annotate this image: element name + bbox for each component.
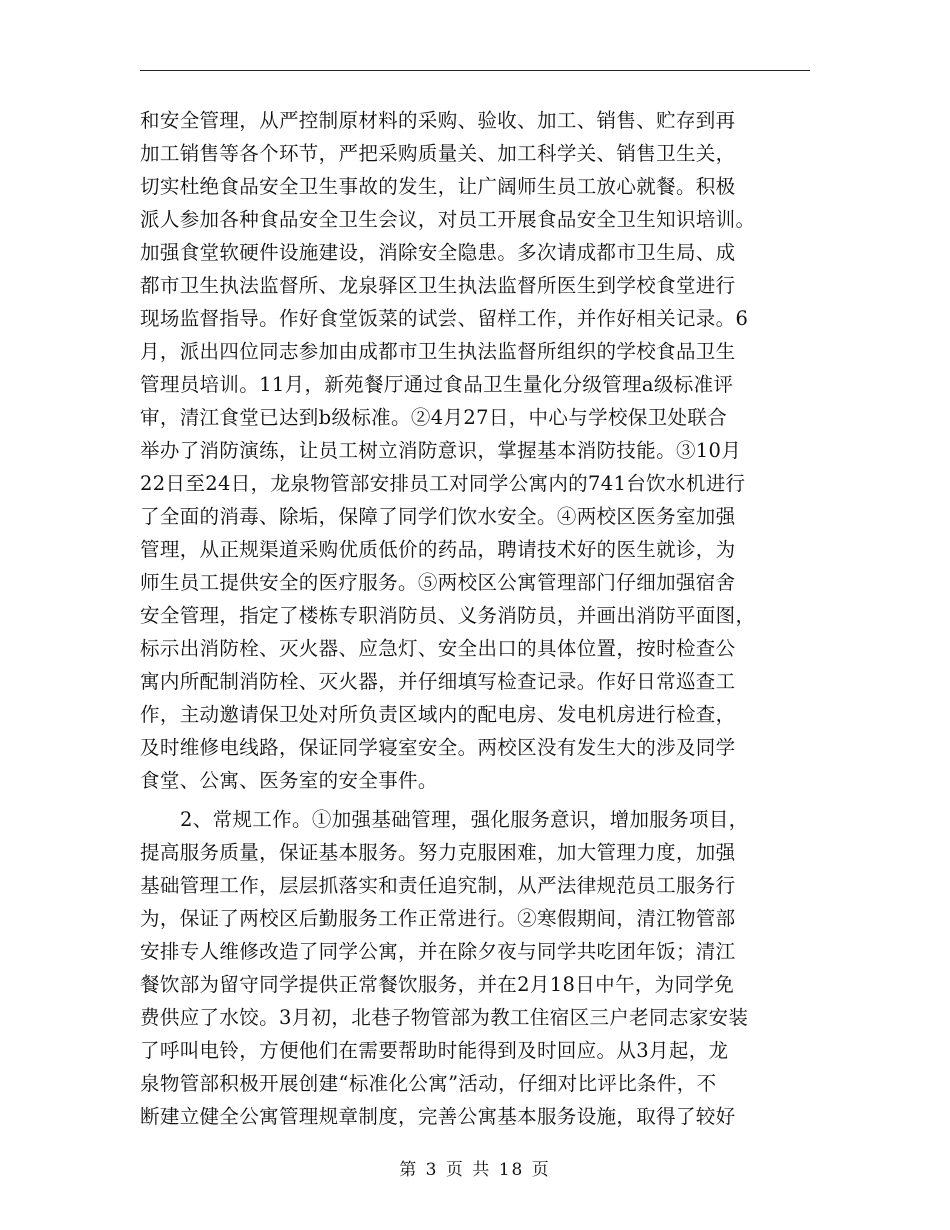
text-line: 安排专人维修改造了同学公寓，并在除夕夜与同学共吃团年饭；清江	[140, 940, 736, 963]
text-line: 切实杜绝食品安全卫生事故的发生，让广阔师生员工放心就餐。积极	[140, 175, 736, 198]
text-line: 举办了消防演练，让员工树立消防意识，掌握基本消防技能。③10月	[140, 439, 742, 462]
text-line: 费供应了水饺。3月初，北巷子物管部为教工住宿区三户老同志家安装	[140, 1006, 749, 1029]
text-line: 审，清江食堂已达到b级标准。②4月27日，中心与学校保卫处联合	[140, 406, 728, 429]
text-line: 餐饮部为留守同学提供正常餐饮服务，并在2月18日中午，为同学免	[140, 973, 735, 996]
text-line: 标示出消防栓、灭火器、应急灯、安全出口的具体位置，按时检查公	[140, 637, 736, 660]
text-line: 都市卫生执法监督所、龙泉驿区卫生执法监督所医生到学校食堂进行	[140, 274, 736, 297]
paragraph-2	[140, 803, 820, 1133]
text-line: 22日至24日，龙泉物管部安排员工对同学公寓内的741台饮水机进行	[140, 472, 746, 495]
text-line: 安全管理，指定了楼栋专职消防员、义务消防员，并画出消防平面图，	[140, 604, 756, 627]
text-line: 2、常规工作。①加强基础管理，强化服务意识，增加服务项目，	[180, 808, 749, 831]
text-line: 提高服务质量，保证基本服务。努力克服困难，加大管理力度，加强	[140, 841, 736, 864]
paragraph-1	[140, 104, 820, 797]
text-line: 管理，从正规渠道采购优质低价的药品，聘请技术好的医生就诊，为	[140, 538, 736, 561]
text-line: 食堂、公寓、医务室的安全事件。	[140, 769, 438, 792]
text-line: 师生员工提供安全的医疗服务。⑤两校区公寓管理部门仔细加强宿舍	[140, 571, 736, 594]
text-line: 加强食堂软硬件设施建设，消除安全隐患。多次请成都市卫生局、成	[140, 241, 736, 264]
text-line: 及时维修电线路，保证同学寝室安全。两校区没有发生大的涉及同学	[140, 736, 736, 759]
text-line: 泉物管部积极开展创建“标准化公寓”活动，仔细对比评比条件，不	[140, 1072, 717, 1095]
text-line: 了全面的消毒、除垢，保障了同学们饮水安全。④两校区医务室加强	[140, 505, 736, 528]
text-line: 断建立健全公寓管理规章制度，完善公寓基本服务设施，取得了较好	[140, 1105, 736, 1128]
text-line: 月，派出四位同志参加由成都市卫生执法监督所组织的学校食品卫生	[140, 340, 736, 363]
text-line: 为，保证了两校区后勤服务工作正常进行。②寒假期间，清江物管部	[140, 907, 736, 930]
header-rule	[140, 70, 810, 71]
text-line: 寓内所配制消防栓、灭火器，并仔细填写检查记录。作好日常巡查工	[140, 670, 736, 693]
document-body	[140, 104, 820, 1133]
text-line: 和安全管理，从严控制原材料的采购、验收、加工、销售、贮存到再	[140, 109, 736, 132]
text-line: 作，主动邀请保卫处对所负责区域内的配电房、发电机房进行检查，	[140, 703, 736, 726]
text-line: 了呼叫电铃，方便他们在需要帮助时能得到及时回应。从3月起，龙	[140, 1039, 729, 1062]
page-number: 第 3 页 共 18 页	[399, 1160, 551, 1180]
text-line: 加工销售等各个环节，严把采购质量关、加工科学关、销售卫生关，	[140, 142, 736, 165]
text-line: 基础管理工作，层层抓落实和责任追究制，从严法律规范员工服务行	[140, 874, 736, 897]
text-line: 派人参加各种食品安全卫生会议，对员工开展食品安全卫生知识培训。	[140, 208, 756, 231]
text-line: 管理员培训。11月，新苑餐厅通过食品卫生量化分级管理a级标准评	[140, 373, 734, 396]
text-line: 现场监督指导。作好食堂饭菜的试尝、留样工作，并作好相关记录。6	[140, 307, 749, 330]
